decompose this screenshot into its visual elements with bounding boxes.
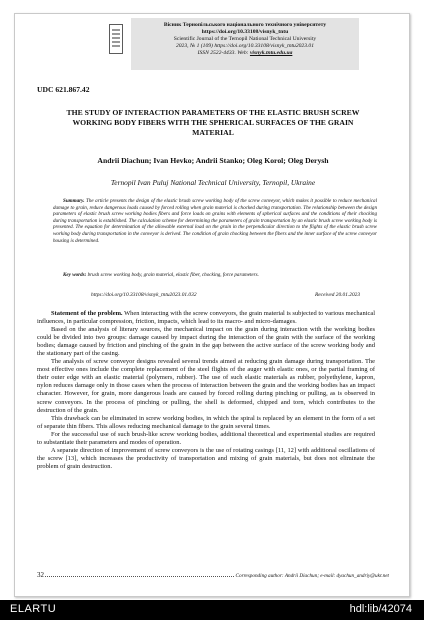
website-link[interactable]: visnyk.tntu.edu.ua — [249, 50, 293, 56]
document-page — [14, 13, 410, 597]
abstract — [53, 198, 377, 244]
udc-code: UDC 621.867.42 — [37, 85, 90, 94]
section-heading: Statement of the problem. — [51, 310, 123, 317]
paragraph-6: A separate direction of improvement of screw conveyors is the use of rotating casings [11, 12] with additional oscillations of the screw [13], which increases the productivity of transportation and mixing of grain materials, but does not eliminate the problem of grain destruction. — [37, 446, 375, 470]
abstract-label: Summary. — [63, 198, 85, 204]
journal-title-en: Scientific Journal of the Ternopil National Technical University — [173, 36, 317, 42]
abstract-text: The article presents the design of the elastic brush screw working body of the screw conveyor, which makes it possible to reduce mechanical damage to grain, reduce dangerous loads caused by forced rolling when grain material is chocked during transportation. The relationship between the design parameters of elastic brush screw working bodies fibers and force loads on grains with elements of spherical surfaces and the conditions of their chocking during transportation is established. The calculation scheme for determining the parameters of grain transportation by an elastic brush screw working body is presented. The equation for determination of the allowable external load on the grain in the perpendicular direction to the flights of the elastic brush screw working body during transportation in the conveyor is derived. The condition of grain chocking between the fibers and the inner surface of the screw conveyor housing is determined. — [53, 198, 377, 244]
paragraph-3: The analysis of screw conveyor designs revealed several trends aimed at reducing grain damage during transportation. The most effective ones include the complete replacement of the steel flights of the auger with elastic ones, or the partial framing of their outer edge with an elastic material (polymers, rubber). The use of such elastic materials as rubber, polyethylene, kapron, nylon reduces damage only in those cases when the process of interaction between the grain and the working bodies has an impact character. However, for grain, more dangerous loads are caused by forced rolling during pinching or pulling, as is observed in screw conveyors. In the process of pinching or pulling, the shell is deformed, chipped and torn, which contributes to the destruction of the grain. — [37, 358, 375, 414]
journal-title-ua: Вісник Тернопільського національного технічного університету — [163, 22, 327, 28]
page-footer — [37, 571, 389, 579]
page-number: 32 — [37, 571, 44, 579]
keywords-label: Key words: — [63, 272, 87, 278]
handle-id[interactable]: hdl:lib/42074 — [349, 603, 412, 615]
issn-line — [131, 50, 359, 57]
keywords — [53, 272, 377, 279]
footer-dots — [45, 575, 234, 577]
issn-text: ISSN 2522-4433. Web: — [197, 50, 250, 56]
paragraph-4: This drawback can be eliminated in screw working bodies, in which the spiral is replaced by an element in the form of a set of separate thin fibers. This allows reducing mechanical damage to the grain several times. — [37, 414, 375, 430]
journal-doi-link[interactable]: https://doi.org/10.33108/visnyk_tntu — [201, 29, 289, 35]
article-doi[interactable]: https://doi.org/10.33108/visnyk_tntu2023.01.032 — [91, 292, 197, 298]
paragraph-1 — [37, 310, 375, 326]
paragraph-5: For the successful use of such brush-like screw working bodies, additional theoretical and experimental studies are required to substantiate their parameters and modes of operation. — [37, 430, 375, 446]
paragraph-1-text: When interacting with the screw conveyors, the grain material is subjected to various mechanical influences, in particular compression, friction, impacts, which lead to its macro- and micro-damages. — [37, 310, 375, 326]
received-date: Received 20.01.2023 — [315, 292, 361, 298]
article-title: THE STUDY OF INTERACTION PARAMETERS OF THE ELASTIC BRUSH SCREW WORKING BODY FIBERS WITH THE SPHERICAL SURFACES OF THE GRAIN MATERIAL — [66, 108, 360, 137]
repository-name[interactable]: ELARTU — [10, 603, 57, 615]
paragraph-2: Based on the analysis of literary sources, the mechanical impact on the grain during interaction with the working bodies could be divided into two groups: damage caused by impact during the interaction of the grain with the surface of the working bodies; damage caused by friction and pinching of the grain in the gap between the active surface of the screw working body and the stationary part of the casing. — [37, 326, 375, 358]
affiliation: Ternopil Ivan Puluj National Technical University, Ternopil, Ukraine — [110, 178, 316, 187]
issue-line: 2023, № 1 (109) https://doi.org/10.33108/visnyk_tntu2023.01 — [175, 43, 315, 49]
authors: Andrii Diachun; Ivan Hevko; Andrii Stanko; Oleg Korol; Oleg Derysh — [97, 156, 329, 165]
corresponding-author: Corresponding author: Andrii Diachun; e-mail: dyachun_andriy@ukr.net — [235, 573, 389, 579]
keywords-text: brush screw working body, grain material, elastic fiber, chocking, force parameters. — [86, 272, 259, 278]
article-body — [37, 310, 375, 471]
journal-header — [131, 18, 359, 70]
journal-logo-icon — [109, 24, 123, 54]
viewer-bottom-bar — [0, 600, 424, 620]
